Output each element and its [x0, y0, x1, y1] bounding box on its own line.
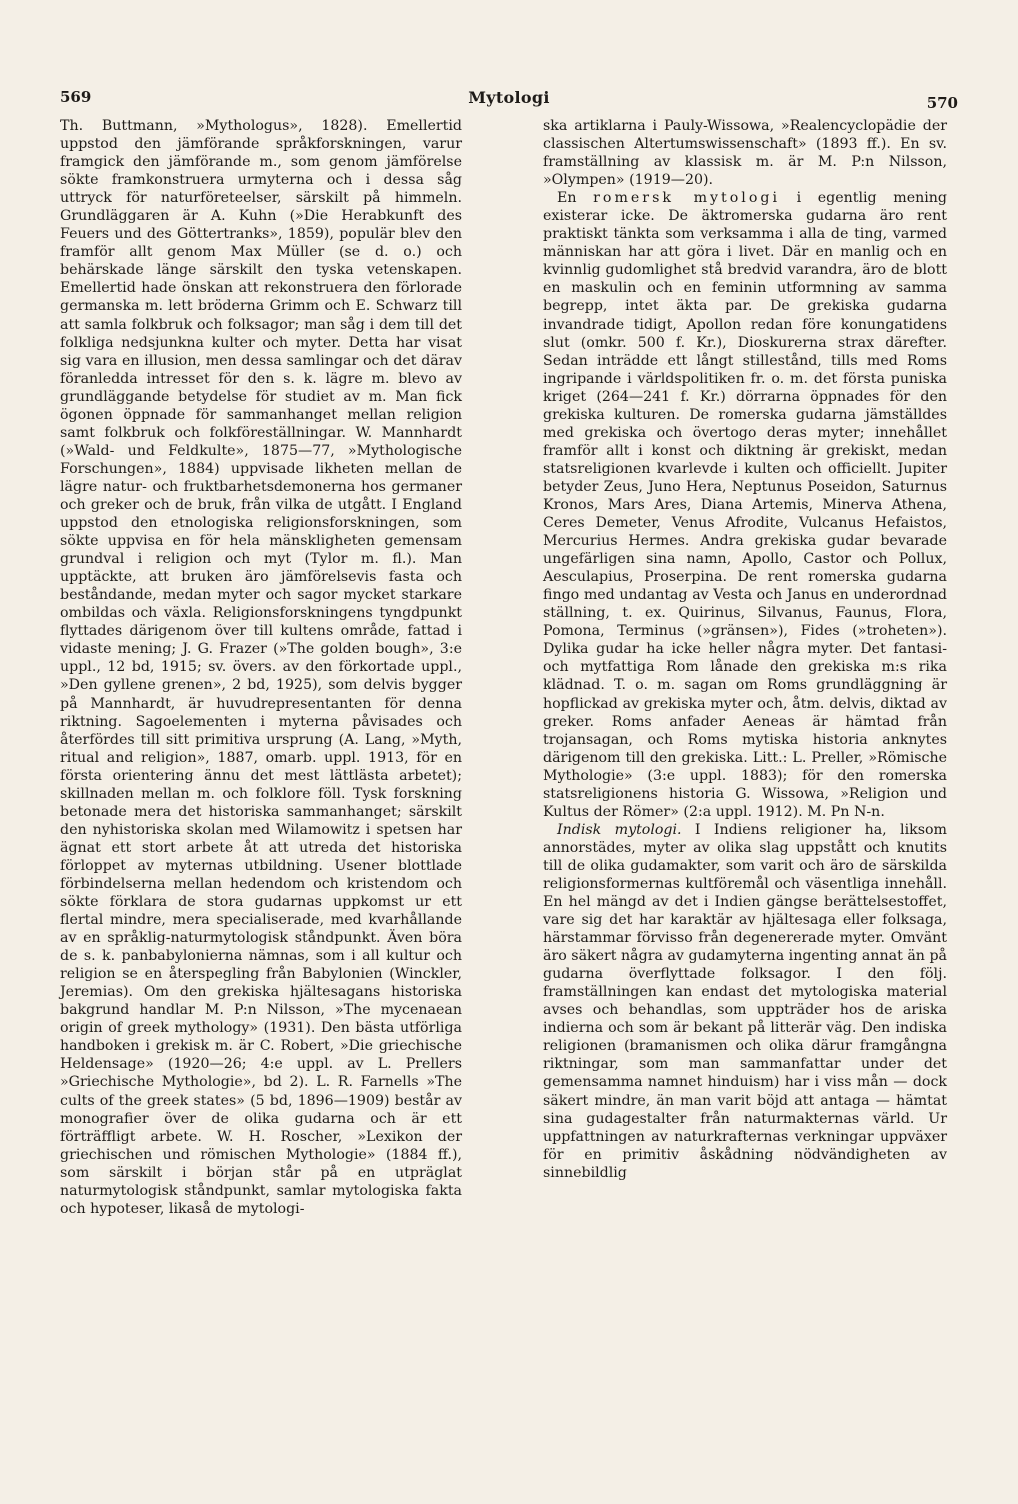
text-run: En	[557, 190, 594, 207]
paragraph: Th. Buttmann, »Mythologus», 1828). Emellertid uppstod den jämförande språkforskningen, varur framgick den jämförande m., som genom jämförelse sökte framkonstruera urmyterna och i dessa såg uttryck för naturföreteelser, särskilt på himmeln. Grundläggaren är A. Kuhn (»Die Herabkunft des Feuers und des Göttertranks», 1859), populär blev den framför allt genom Max Müller (se d. o.) och behärskade länge särskilt den tyska vetenskapen. Emellertid hade önskan att rekonstruera den förlorade germanska m. lett bröderna Grimm och E. Schwarz till att samla folkbruk och folksagor; man såg i dem till det folkliga nedsjunkna kulter och myter. Detta har visat sig vara en illusion, men dessa samlingar och det därav föranledda intresset för den s. k. lägre m. blevo av grundläggande betydelse för studiet av m. Man fick ögonen öppnade för sammanhanget mellan religion samt folkbruk och folkföreställningar. W. Mannhardt (»Wald- und Feldkulte», 1875—77, »Mythologische Forschungen», 1884) uppvisade likheten mellan de lägre natur- och fruktbarhetsdemonerna hos germaner och greker och de bruk, från vilka de utgått. I England uppstod den etnologiska religionsforskningen, som sökte uppvisa en för hela mänskligheten gemensam grundval i religion och myt (Tylor m. fl.). Man upptäckte, att bruken äro jämförelsevis fasta och beståndande, medan myter och sagor mycket starkare ombildas och växla. Religionsforskningens tyngdpunkt flyttades därigenom över till kultens område, fattad i vidaste mening; J. G. Frazer (»The golden bough», 3:e uppl., 12 bd, 1915; sv. övers. av den förkortade uppl., »Den gyllene grenen», 2 bd, 1925), som delvis bygger på Mannhardt, är huvudrepresentanten för denna riktning. Sagoelementen i myterna påvisades och återfördes till sitt primitiva ursprung (A. Lang, »Myth, ritual and religion», 1887, omarb. uppl. 1913, för en första orientering ännu det mest lättlästa arbetet); skillnaden mellan m. och folklore föll. Tysk forskning betonade mera det historiska sammanhanget; särskilt den nyhistoriska skolan med Wilamowitz i spetsen har ägnat ett stort arbete åt att utreda det historiska förloppet av myternas utbildning. Usener blottlade förbindelserna mellan hedendom och kristendom och sökte förklara de stora gudarnas uppkomst ur ett flertal mindre, mera specialiserade, med kvarhållande av en språklig-naturmytologisk ståndpunkt. Även böra de s. k. panbabylonierna nämnas, som i all kultur och religion se en återspegling från Babylonien (Winckler, Jeremias). Om den grekiska hjältesagans historiska bakgrund handlar M. P:n Nilsson, »The mycenaean origin of greek mythology» (1931). Den bästa utförliga handboken i grekisk m. är C. Robert, »Die griechische Heldensage» (1920—26; 4:e uppl. av L. Prellers »Griechische Mythologie», bd 2). L. R. Farnells »The cults of the greek states» (5 bd, 1896—1909) består av monografier över de olika gudarna och är ett förträffligt arbete. W. H. Roscher, »Lexikon der griechischen und römischen Mythologie» (1884 ff.), som särskilt i början står på en utpräglat naturmytologisk ståndpunkt, samlar mytologiska fakta och hypoteser, likaså de mytologi-	[60, 118, 462, 1217]
page-number-right: 570	[926, 94, 958, 112]
running-title: Mytologi	[468, 88, 550, 107]
section-heading: Indisk mytologi.	[557, 821, 682, 838]
text-run: i egentlig mening existerar icke. De äktromerska gudarna äro rent praktiskt tänkta som verksamma i alla de ting, varmed människan har att göra i livet. Där en manlig och en kvinnlig gudomlighet stå bredvid varandra, äro de blott en maskulin och en feminin utformning av samma begrepp, intet äkta par. De grekiska gudarna invandrade tidigt, Apollon redan före konungatidens slut (omkr. 500 f. Kr.), Dioskurerna strax därefter. Sedan inträdde ett långt stillestånd, tills med Roms ingripande i världspolitiken fr. o. m. det första puniska kriget (264—241 f. Kr.) dörrarna öppnades för den grekiska kulturen. De romerska gudarna jämställdes med grekiska och övertogo deras myter; innehållet framför allt i konst och diktning är grekiskt, medan statsreligionen kvarlevde i kulten och officiellt. Jupiter betyder Zeus, Juno Hera, Neptunus Poseidon, Saturnus Kronos, Mars Ares, Diana Artemis, Minerva Athena, Ceres Demeter, Venus Afrodite, Vulcanus Hefaistos, Mercurius Hermes. Andra grekiska gudar bevarade ungefärligen sina namn, Apollo, Castor och Pollux, Aesculapius, Proserpina. De rent romerska gudarna fingo med undantag av Vesta och Janus en underordnad ställning, t. ex. Quirinus, Silvanus, Faunus, Flora, Pomona, Terminus (»gränsen»), Fides (»troheten»). Dylika gudar ha icke heller några myter. Det fantasi- och mytfattiga Rom lånade den grekiska m:s rika klädnad. T. o. m. sagan om Roms grundläggning är hopflickad av grekiska myter och, åtm. delvis, diktad av greker. Roms anfader Aeneas är hämtad från trojansagan, och Roms mytiska historia anknytes därigenom till den grekiska. Litt.: L. Preller, »Römische Mythologie» (3:e uppl. 1883); för den romerska statsreligionens historia G. Wissowa, »Religion und Kultus der Römer» (2:a uppl. 1912). M. Pn N-n.	[543, 190, 947, 820]
running-head	[60, 88, 958, 114]
text-run: I Indiens religioner ha, liksom annorstädes, myter av olika slag uppstått och knutits till de olika gudamakter, som varit och äro de särskilda religionsformernas kultföremål och väsentliga innehåll. En hel mängd av det i Indien gängse berättelsestoffet, vare sig det har karaktär av hjältesaga eller folksaga, härstammar förvisso från degenererade myter. Omvänt äro säkert några av gudamyterna ingenting annat än på gudarna överflyttade folksagor. I den följ. framställningen kan endast det mytologiska material avses och behandlas, som uppträder hos de ariska indierna och som är bekant på litterär väg. Den indiska religionen (bramanismen och olika därur framgångna riktningar, som man sammanfattar under det gemensamma namnet hinduism) har i viss mån — dock säkert mindre, än man varit böjd att antaga — hämtat sina gudagestalter från naturmakternas värld. Ur uppfattningen av naturkrafternas verkningar uppväxer för en primitiv åskådning nödvändigheten av sinnebildlig	[543, 821, 947, 1181]
column-right	[543, 117, 947, 1182]
spaced-term: romersk mytologi	[593, 190, 780, 207]
page-number-left: 569	[60, 88, 92, 106]
paragraph: ska artiklarna i Pauly-Wissowa, »Realencyclopädie der classischen Altertumswissenschaft» (1893 ff.). En sv. framställning av klassisk m. är M. P:n Nilsson, »Olympen» (1919—20).	[543, 118, 947, 189]
column-left	[60, 117, 462, 1218]
paragraph	[543, 821, 947, 1182]
paragraph	[543, 189, 947, 821]
